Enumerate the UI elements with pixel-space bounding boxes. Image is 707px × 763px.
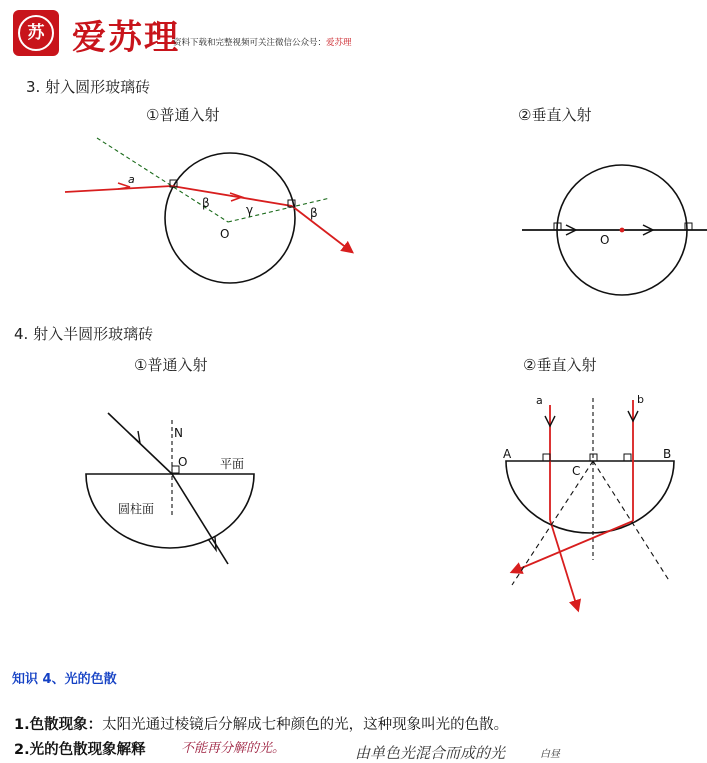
- dispersion-label: 1.色散现象：: [14, 717, 103, 733]
- right-angle-mark: [624, 454, 631, 461]
- ray-a-exit: [550, 520, 578, 610]
- diagram-circle-ordinary: [65, 138, 352, 283]
- label-a: a: [536, 394, 543, 407]
- ray-b-exit: [512, 521, 633, 572]
- handwritten-note: 由单色光混合而成的光: [355, 744, 506, 762]
- label-gamma: γ: [246, 203, 254, 217]
- refracted-ray: [172, 474, 228, 564]
- label-plane: 平面: [220, 457, 245, 471]
- label-B: B: [663, 447, 672, 461]
- label-o: O: [600, 233, 610, 247]
- diagram-semicircle-ordinary: [86, 413, 254, 564]
- label-C: C: [572, 464, 581, 478]
- label-o: O: [220, 227, 230, 241]
- right-angle-mark: [543, 454, 550, 461]
- label-b: b: [637, 393, 644, 406]
- diagram-circle-perpendicular: [522, 165, 707, 295]
- label-beta: β: [202, 196, 210, 210]
- brand-name: 爱苏理: [72, 18, 180, 58]
- knowledge-heading: 知识 4、光的色散: [12, 672, 117, 687]
- section4-sub2: ②垂直入射: [523, 356, 597, 374]
- semicircle-glass: [86, 474, 254, 548]
- handwritten-note: 白昼: [540, 749, 560, 760]
- section3-title: 3. 射入圆形玻璃砖: [26, 78, 151, 96]
- label-beta: β: [310, 206, 318, 220]
- section4-sub1: ①普通入射: [134, 356, 208, 374]
- label-cylinder-surface: 圆柱面: [118, 502, 155, 516]
- semicircle-glass: [506, 461, 674, 533]
- refracted-ray: [172, 186, 292, 206]
- circle-glass: [165, 153, 295, 283]
- arrow-head: [130, 431, 140, 443]
- explanation-label: 2.光的色散现象解释: [14, 742, 146, 758]
- label-A: A: [503, 447, 512, 461]
- label-o: O: [178, 455, 188, 469]
- logo-glyph: 苏: [18, 15, 54, 51]
- emergent-ray: [292, 206, 352, 252]
- label-n: N: [174, 426, 183, 440]
- center-point: [620, 228, 625, 233]
- slogan-highlight: 爱苏理: [326, 38, 352, 48]
- dispersion-explanation: [14, 738, 146, 759]
- section3-sub1: ①普通入射: [146, 106, 220, 124]
- label-a: a: [128, 173, 135, 186]
- slogan-text: 资料下载和完整视频可关注微信公众号：: [173, 38, 327, 48]
- section3-sub2: ②垂直入射: [518, 106, 592, 124]
- section4-title: 4. 射入半圆形玻璃砖: [14, 325, 154, 343]
- dispersion-text: 太阳光通过棱镜后分解成七种颜色的光，这种现象叫光的色散。: [102, 717, 509, 733]
- dispersion-definition: [14, 713, 508, 734]
- diagram-semicircle-perpendicular: [503, 393, 674, 610]
- handwritten-note: 不能再分解的光。: [181, 741, 286, 756]
